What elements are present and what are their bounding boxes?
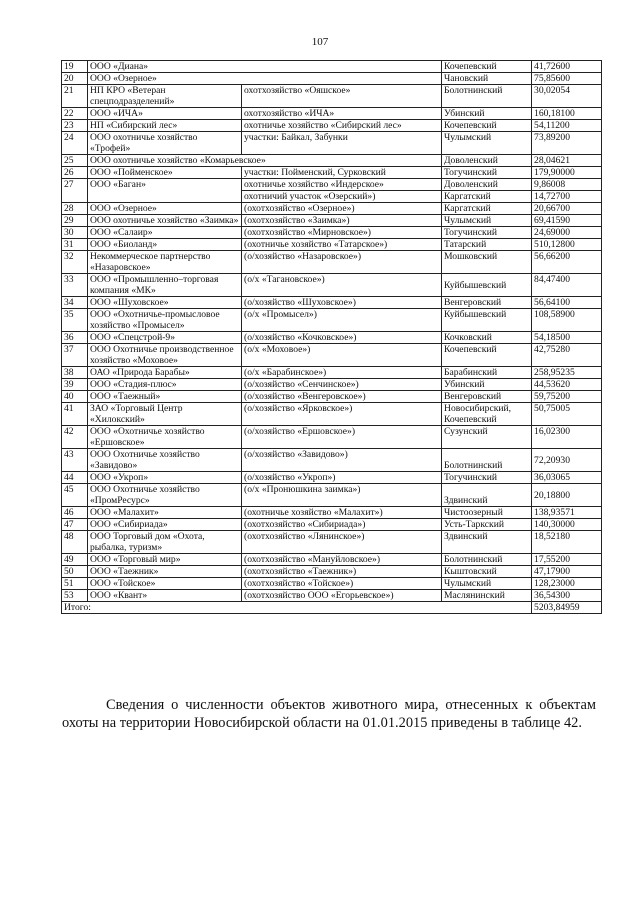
row-number: 53 [62,590,88,602]
row-number: 48 [62,531,88,554]
district-name: Венгеровский [442,297,532,309]
district-name: Здвинский [442,484,532,507]
hunting-ground-name: (о/хозяйство «Сенчинское») [242,379,442,391]
row-number: 39 [62,379,88,391]
table-row [62,120,602,132]
district-name: Чистоозерный [442,507,532,519]
row-number: 42 [62,426,88,449]
organization-name: ООО Охотничье хозяйство «ПромРесурс» [88,484,242,507]
hunting-ground-name: (о/хозяйство «Ярковское») [242,403,442,426]
organization-name: ООО «Сибириада» [88,519,242,531]
area-value: 75,85600 [532,73,602,85]
district-name: Болотнинский [442,554,532,566]
area-value: 20,18800 [532,484,602,507]
district-name: Чулымский [442,578,532,590]
organization-name: ООО «ИЧА» [88,108,242,120]
area-value: 128,23000 [532,578,602,590]
district-name: Здвинский [442,531,532,554]
table-row [62,484,602,507]
hunting-ground-name: участки: Пойменский, Сурковский [242,167,442,179]
area-value: 16,02300 [532,426,602,449]
hunting-ground-name: охотхозяйство «Ояшское» [242,85,442,108]
hunting-ground-name: участки: Байкал, Забунки [242,132,442,155]
row-number: 28 [62,203,88,215]
district-name: Барабинский [442,367,532,379]
hunting-ground-name: (о/хозяйство «Венгеровское») [242,391,442,403]
area-value: 179,90000 [532,167,602,179]
table-row [62,239,602,251]
row-number: 37 [62,344,88,367]
district-name: Доволенский [442,155,532,167]
row-number: 38 [62,367,88,379]
hunting-grounds-table [61,60,602,614]
row-number: 32 [62,251,88,274]
area-value: 44,53620 [532,379,602,391]
table-row [62,85,602,108]
row-number: 23 [62,120,88,132]
hunting-ground-name: (охотхозяйство «Озерное») [242,203,442,215]
area-value: 59,75200 [532,391,602,403]
total-row [62,602,602,614]
district-name: Каргатский [442,203,532,215]
table-row [62,554,602,566]
area-value: 108,58900 [532,309,602,332]
row-number: 50 [62,566,88,578]
organization-name: ООО «Таежный» [88,391,242,403]
hunting-ground-name: (охотхозяйство «Мирновское») [242,227,442,239]
table-row [62,344,602,367]
table-row [62,274,602,297]
hunting-ground-name: охотничье хозяйство «Сибирский лес» [242,120,442,132]
row-number: 41 [62,403,88,426]
organization-name: ООО Охотничье хозяйство «Завидово» [88,449,242,472]
hunting-ground-name: (о/хозяйство «Завидово») [242,449,442,472]
table-row [62,179,602,191]
organization-name: ЗАО «Торговый Центр «Хилокский» [88,403,242,426]
district-name: Чановский [442,73,532,85]
district-name: Кочепевский [442,120,532,132]
row-number: 25 [62,155,88,167]
area-value: 54,18500 [532,332,602,344]
district-name: Чулымский [442,132,532,155]
row-number: 47 [62,519,88,531]
organization-name: НП «Сибирский лес» [88,120,242,132]
row-number: 29 [62,215,88,227]
hunting-ground-name: (охотхозяйство «Сибириада») [242,519,442,531]
table-row [62,73,602,85]
organization-name: ООО «Шуховское» [88,297,242,309]
district-name: Доволенский [442,179,532,191]
row-number: 33 [62,274,88,297]
district-name: Венгеровский [442,391,532,403]
row-number: 20 [62,73,88,85]
table-row [62,155,602,167]
organization-name: ООО Торговый дом «Охота, рыбалка, туризм» [88,531,242,554]
row-number: 46 [62,507,88,519]
area-value: 73,89200 [532,132,602,155]
hunting-ground-name: (о/хозяйство «Ершовское») [242,426,442,449]
hunting-ground-name: охотничье хозяйство «Индерское» [242,179,442,191]
organization-name: ООО «Тойское» [88,578,242,590]
hunting-ground-name: (о/хозяйство «Назаровское») [242,251,442,274]
table-row [62,472,602,484]
hunting-ground-name: (о/х «Пронюшкина заимка») [242,484,442,507]
area-value: 50,75005 [532,403,602,426]
area-value: 56,66200 [532,251,602,274]
organization-name: ООО «Салаир» [88,227,242,239]
area-value: 138,93571 [532,507,602,519]
organization-name: ООО «Укроп» [88,472,242,484]
district-name: Татарский [442,239,532,251]
district-name: Болотнинский [442,85,532,108]
row-number: 40 [62,391,88,403]
district-name: Тогучинский [442,472,532,484]
district-name: Убинский [442,108,532,120]
table-row [62,519,602,531]
hunting-ground-name: (охотхозяйство «Мануйловское») [242,554,442,566]
table-row [62,108,602,120]
organization-name: ООО «Баган» [88,179,242,203]
hunting-ground-name: (охотхозяйство «Таежник») [242,566,442,578]
row-number: 45 [62,484,88,507]
table-row [62,132,602,155]
organization-name: ООО «Таежник» [88,566,242,578]
row-number: 31 [62,239,88,251]
organization-name: ООО охотничье хозяйство «Комарьевское» [88,155,442,167]
area-value: 28,04621 [532,155,602,167]
area-value: 140,30000 [532,519,602,531]
area-value: 20,66700 [532,203,602,215]
body-paragraph: Сведения о численности объектов животного мира, отнесенных к объектам охоты на территории Новосибирской области на 01.01.2015 приведены в таблице 42. [62,697,596,731]
district-name: Мошковский [442,251,532,274]
hunting-ground-name: (о/хозяйство «Кочковское») [242,332,442,344]
district-name: Тогучинский [442,227,532,239]
organization-name: ООО «Биоланд» [88,239,242,251]
hunting-ground-name: (о/хозяйство «Шуховское») [242,297,442,309]
table-row [62,332,602,344]
table-row [62,426,602,449]
table-row [62,251,602,274]
hunting-ground-name: (охотхозяйство «Тойское») [242,578,442,590]
area-value: 84,47400 [532,274,602,297]
table-row [62,391,602,403]
hunting-ground-name: (охотничье хозяйство «Татарское») [242,239,442,251]
table-row [62,309,602,332]
row-number: 22 [62,108,88,120]
organization-name: ООО «Промышленно–торговая компания «МК» [88,274,242,297]
area-value: 36,54300 [532,590,602,602]
area-value: 24,69000 [532,227,602,239]
hunting-ground-name: (охотхозяйство ООО «Егорьевское») [242,590,442,602]
area-value: 42,75280 [532,344,602,367]
table-row [62,61,602,73]
table-row [62,449,602,472]
district-name: Каргатский [442,191,532,203]
district-name: Болотнинский [442,449,532,472]
table-row [62,167,602,179]
area-value: 18,52180 [532,531,602,554]
table-row [62,215,602,227]
row-number: 36 [62,332,88,344]
row-number: 19 [62,61,88,73]
area-value: 54,11200 [532,120,602,132]
organization-name: ООО «Малахит» [88,507,242,519]
organization-name: ООО «Квант» [88,590,242,602]
area-value: 510,12800 [532,239,602,251]
district-name: Убинский [442,379,532,391]
district-name: Тогучинский [442,167,532,179]
row-number: 30 [62,227,88,239]
district-name: Куйбышевский [442,274,532,297]
table-row [62,507,602,519]
area-value: 36,03065 [532,472,602,484]
organization-name: Некоммерческое партнерство «Назаровское» [88,251,242,274]
organization-name: ООО «Охотничье-промысловое хозяйство «Промысел» [88,309,242,332]
area-value: 41,72600 [532,61,602,73]
organization-name: ООО «Спецстрой-9» [88,332,242,344]
district-name: Кочковский [442,332,532,344]
row-number: 43 [62,449,88,472]
district-name: Кыштовский [442,566,532,578]
hunting-ground-name: охотничий участок «Озерский») [242,191,442,203]
table-row [62,227,602,239]
area-value: 160,18100 [532,108,602,120]
row-number: 44 [62,472,88,484]
area-value: 72,20930 [532,449,602,472]
organization-name: ООО «Пойменское» [88,167,242,179]
row-number: 49 [62,554,88,566]
row-number: 34 [62,297,88,309]
organization-name: ООО «Диана» [88,61,442,73]
hunting-ground-name: охотхозяйство «ИЧА» [242,108,442,120]
row-number: 35 [62,309,88,332]
hunting-ground-name: (о/х «Тагановское») [242,274,442,297]
district-name: Сузунский [442,426,532,449]
row-number: 24 [62,132,88,155]
organization-name: ООО охотничье хозяйство «Заимка» [88,215,242,227]
area-value: 69,41590 [532,215,602,227]
organization-name: ООО «Охотничье хозяйство «Ершовское» [88,426,242,449]
hunting-ground-name: (о/х «Моховое») [242,344,442,367]
district-name: Кочепевский [442,61,532,73]
area-value: 17,55200 [532,554,602,566]
district-name: Усть-Таркский [442,519,532,531]
table-row [62,578,602,590]
organization-name: ООО «Озерное» [88,203,242,215]
district-name: Чулымский [442,215,532,227]
table-row [62,367,602,379]
hunting-ground-name: (охотничье хозяйство «Малахит») [242,507,442,519]
area-value: 56,64100 [532,297,602,309]
hunting-ground-name: (охотхозяйство «Лянинское») [242,531,442,554]
table-row [62,531,602,554]
total-area-value: 5203,84959 [532,602,602,614]
hunting-ground-name: (о/х «Барабинское») [242,367,442,379]
hunting-ground-name: (о/х «Промысел») [242,309,442,332]
organization-name: ООО охотничье хозяйство «Трофей» [88,132,242,155]
area-value: 258,95235 [532,367,602,379]
organization-name: ООО «Стадия-плюс» [88,379,242,391]
hunting-ground-name: (охотхозяйство «Заимка») [242,215,442,227]
page-number: 107 [311,36,329,48]
organization-name: ООО «Торговый мир» [88,554,242,566]
row-number: 51 [62,578,88,590]
area-value: 47,17900 [532,566,602,578]
hunting-ground-name: (о/хозяйство «Укроп») [242,472,442,484]
organization-name: ООО Охотничье производственное хозяйство «Моховое» [88,344,242,367]
area-value: 14,72700 [532,191,602,203]
table-row [62,403,602,426]
district-name: Куйбышевский [442,309,532,332]
organization-name: ООО «Озерное» [88,73,442,85]
row-number: 21 [62,85,88,108]
organization-name: НП КРО «Ветеран спецподразделений» [88,85,242,108]
total-label: Итого: [62,602,532,614]
area-value: 30,02054 [532,85,602,108]
table-row [62,297,602,309]
area-value: 9,86008 [532,179,602,191]
table-row [62,379,602,391]
district-name: Маслянинский [442,590,532,602]
table-row [62,566,602,578]
row-number: 26 [62,167,88,179]
table-row [62,203,602,215]
table-row [62,590,602,602]
district-name: Кочепевский [442,344,532,367]
row-number: 27 [62,179,88,203]
district-name: Новосибирский, Кочепевский [442,403,532,426]
organization-name: ОАО «Природа Барабы» [88,367,242,379]
